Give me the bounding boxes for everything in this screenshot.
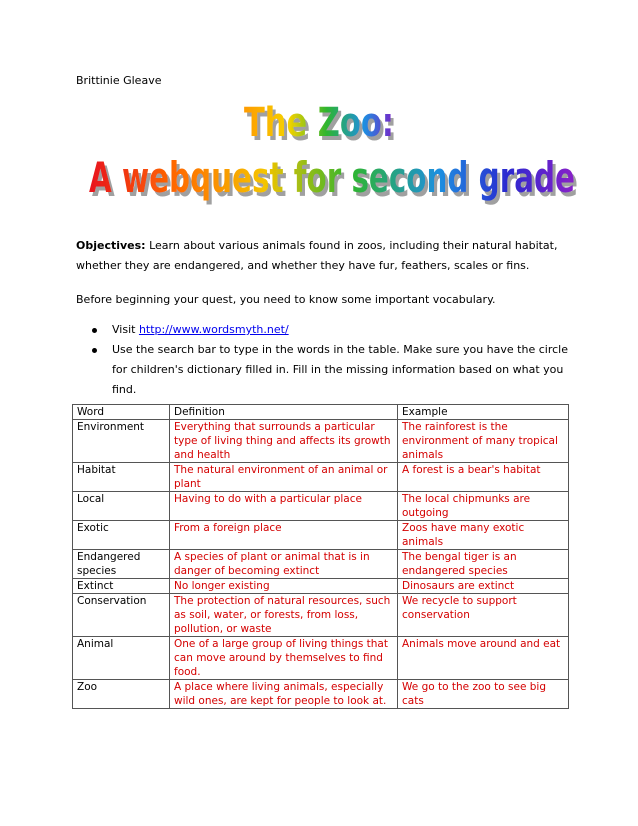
cell-definition: The protection of natural resources, such as soil, water, or forests, from loss, pollution, or waste [170, 594, 398, 637]
table-row [73, 680, 569, 709]
cell-definition: One of a large group of living things that can move around by themselves to find food. [170, 637, 398, 680]
wordsmyth-link[interactable]: http://www.wordsmyth.net/ [138, 323, 289, 336]
cell-example: Zoos have many exotic animals [398, 521, 569, 550]
table-row [73, 550, 569, 579]
cell-word: Conservation [73, 594, 170, 637]
table-row [73, 420, 569, 463]
table-row [73, 579, 569, 594]
list-item [76, 320, 576, 340]
table-row [73, 492, 569, 521]
table-header-row [73, 405, 569, 420]
objectives-paragraph [76, 236, 576, 276]
cell-definition: A place where living animals, especially wild ones, are kept for people to look at. [170, 680, 398, 709]
table-row [73, 637, 569, 680]
header-definition: Definition [170, 405, 398, 420]
cell-word: Zoo [73, 680, 170, 709]
cell-definition: Having to do with a particular place [170, 492, 398, 521]
cell-word: Environment [73, 420, 170, 463]
cell-word: Animal [73, 637, 170, 680]
cell-word: Exotic [73, 521, 170, 550]
title-line-1: The Zoo: [244, 100, 394, 146]
vocabulary-table [72, 404, 569, 709]
objectives-text: Learn about various animals found in zoos, including their natural habitat, whether they are endangered, and whether they have fur, feathers, scales or fins. [76, 239, 558, 272]
intro-paragraph: Before beginning your quest, you need to know some important vocabulary. [76, 293, 496, 306]
bullet-icon [92, 348, 97, 353]
cell-example: The bengal tiger is an endangered species [398, 550, 569, 579]
title-svg [0, 100, 638, 210]
cell-example: The local chipmunks are outgoing [398, 492, 569, 521]
cell-example: A forest is a bear's habitat [398, 463, 569, 492]
cell-word: Habitat [73, 463, 170, 492]
cell-definition: The natural environment of an animal or plant [170, 463, 398, 492]
author-name: Brittinie Gleave [76, 74, 162, 87]
cell-word: Extinct [73, 579, 170, 594]
cell-example: We go to the zoo to see big cats [398, 680, 569, 709]
objectives-label: Objectives: [76, 239, 146, 252]
cell-definition: No longer existing [170, 579, 398, 594]
cell-example: Animals move around and eat [398, 637, 569, 680]
title-line-2: A webquest for second grade [89, 153, 575, 202]
visit-prefix: Visit [112, 323, 139, 336]
cell-definition: Everything that surrounds a particular type of living thing and affects its growth and health [170, 420, 398, 463]
list-item [76, 340, 576, 400]
instructions-list [76, 320, 576, 400]
cell-example: Dinosaurs are extinct [398, 579, 569, 594]
cell-example: The rainforest is the environment of many tropical animals [398, 420, 569, 463]
wordart-title [0, 100, 638, 210]
header-word: Word [73, 405, 170, 420]
cell-word: Local [73, 492, 170, 521]
table-row [73, 594, 569, 637]
cell-definition: A species of plant or animal that is in danger of becoming extinct [170, 550, 398, 579]
instructions-text: Use the search bar to type in the words in the table. Make sure you have the circle for children's dictionary filled in. Fill in the missing information based on what you find. [112, 343, 568, 396]
table-row [73, 463, 569, 492]
table-row [73, 521, 569, 550]
header-example: Example [398, 405, 569, 420]
bullet-icon [92, 328, 97, 333]
cell-definition: From a foreign place [170, 521, 398, 550]
cell-example: We recycle to support conservation [398, 594, 569, 637]
cell-word: Endangered species [73, 550, 170, 579]
